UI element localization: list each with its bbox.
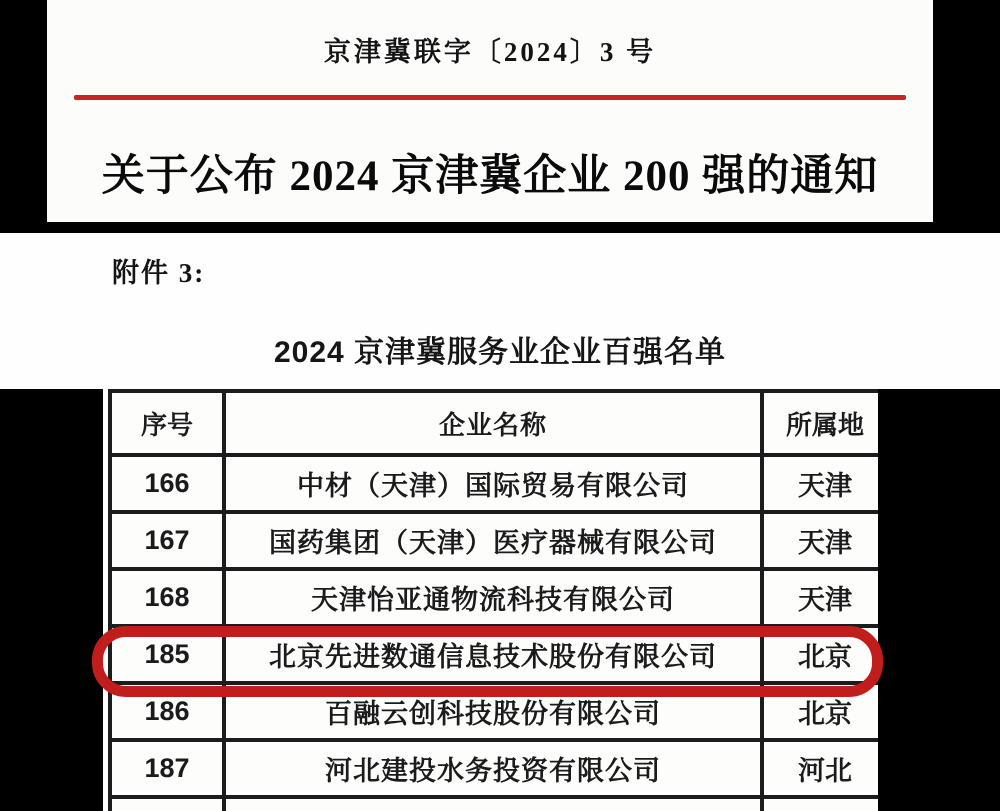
attachment-label: 附件 3: — [112, 258, 206, 288]
red-separator-line — [74, 95, 906, 100]
table-row — [110, 569, 878, 626]
cell-company: 北京先进数通信息技术股份有限公司 — [224, 626, 762, 683]
cell-company: 国药集团（天津）医疗器械有限公司 — [224, 512, 762, 569]
cell-region: 北京 — [762, 683, 878, 740]
notice-title: 关于公布 2024 京津冀企业 200 强的通知 — [101, 153, 879, 200]
cell-rank: 166 — [110, 455, 224, 512]
cell-company: 中材（天津）国际贸易有限公司 — [224, 455, 762, 512]
cell-empty — [224, 797, 762, 811]
cell-rank: 185 — [110, 626, 224, 683]
cell-region: 北京 — [762, 626, 878, 683]
cell-region: 天津 — [762, 569, 878, 626]
cell-region: 天津 — [762, 512, 878, 569]
notice-header-panel — [47, 0, 933, 222]
cell-rank: 168 — [110, 569, 224, 626]
cell-rank: 167 — [110, 512, 224, 569]
column-header-rank: 序号 — [110, 391, 224, 455]
cell-rank: 186 — [110, 683, 224, 740]
table-row — [110, 455, 878, 512]
ranking-table-panel — [103, 389, 878, 811]
table-header-row — [110, 391, 878, 455]
ranking-table — [108, 389, 878, 811]
cell-company: 河北建投水务投资有限公司 — [224, 740, 762, 797]
cell-empty — [762, 797, 878, 811]
cell-region: 河北 — [762, 740, 878, 797]
table-row-highlighted — [110, 626, 878, 683]
table-row — [110, 683, 878, 740]
cell-rank: 187 — [110, 740, 224, 797]
attachment-panel — [0, 233, 1000, 389]
cell-company: 百融云创科技股份有限公司 — [224, 683, 762, 740]
table-body — [110, 455, 878, 811]
column-header-company: 企业名称 — [224, 391, 762, 455]
doc-number: 京津冀联字〔2024〕3 号 — [323, 37, 657, 67]
cell-region: 天津 — [762, 455, 878, 512]
table-row-partial — [110, 797, 878, 811]
list-title: 2024 京津冀服务业企业百强名单 — [273, 336, 727, 369]
table-row — [110, 740, 878, 797]
cell-company: 天津怡亚通物流科技有限公司 — [224, 569, 762, 626]
column-header-region: 所属地 — [762, 391, 878, 455]
table-row — [110, 512, 878, 569]
cell-empty — [110, 797, 224, 811]
